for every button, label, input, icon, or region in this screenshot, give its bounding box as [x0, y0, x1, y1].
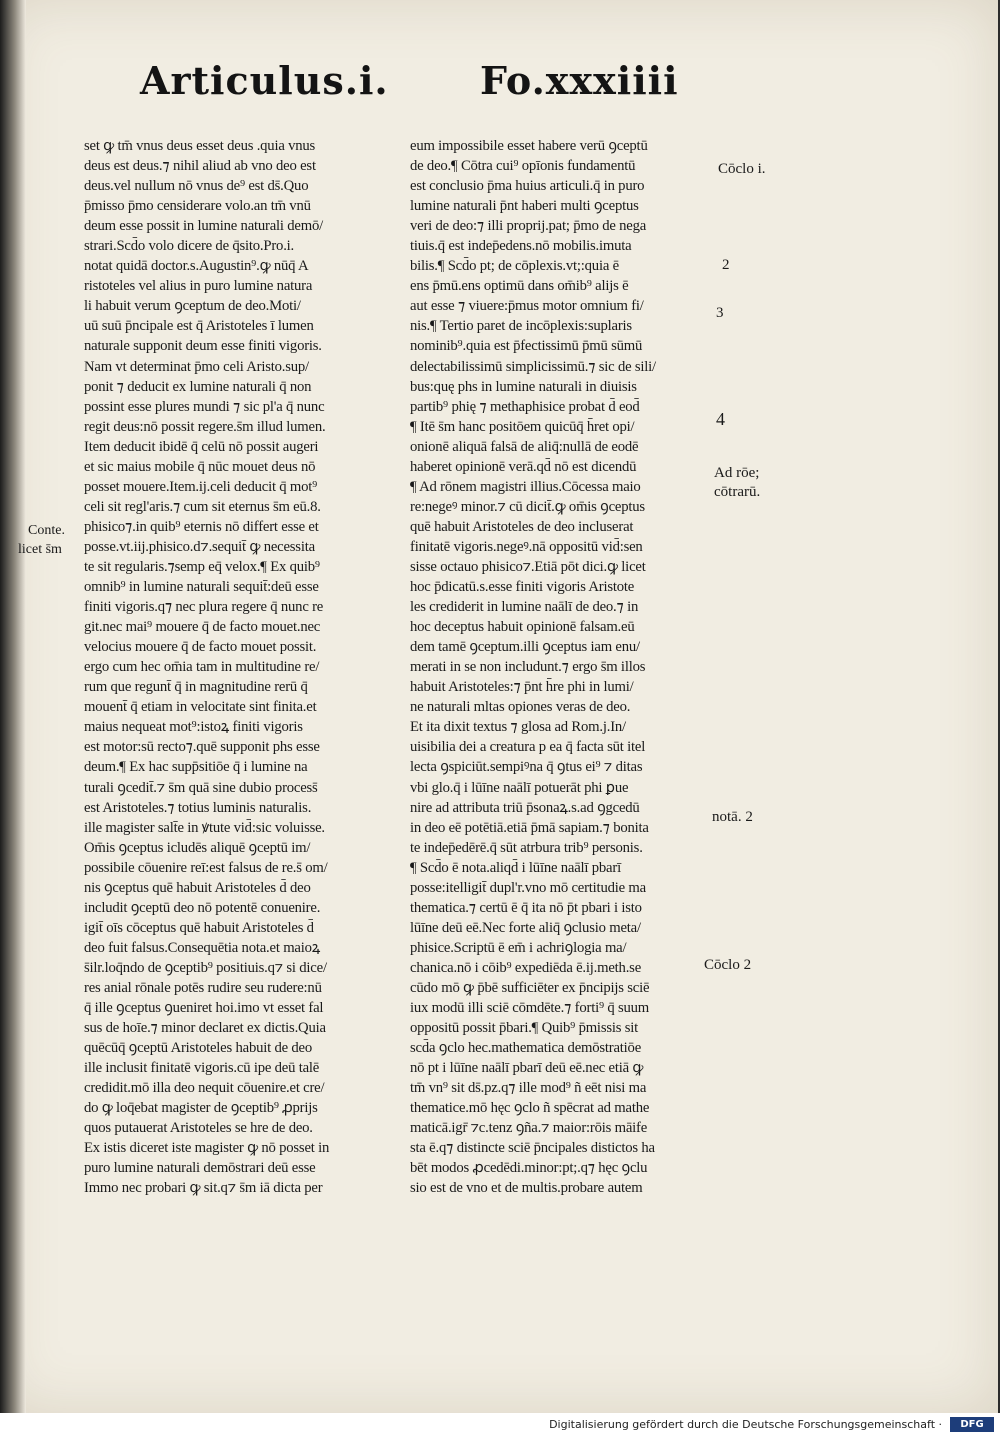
- text-line: notat quidā doctor.s.Augustin⁹.ꝙ nūq̄ A: [84, 258, 309, 275]
- text-line: celi sit regl'aris.⁊ cum sit eternus s̄m eū.8.: [84, 498, 321, 515]
- text-line: deus est deus.⁊ nihil aliud ab vno deo est: [84, 158, 316, 175]
- text-line: quē habuit Aristoteles de deo incluserat: [410, 518, 634, 535]
- text-line: posset mouere.Item.ij.celi deducit q̄ mot⁹: [84, 478, 318, 495]
- text-line: tm̄ vn⁹ sit ds̄.pz.q⁊ ille mod⁹ ñ eēt nisi ma: [410, 1080, 647, 1097]
- text-line: posse:itelligit̄ dupl'r.vno mō certitudie ma: [410, 879, 646, 896]
- text-line: sus de hoīe.⁊ minor declaret ex dictis.Quia: [84, 1020, 326, 1037]
- text-line: naturale supponit deum esse finiti vigoris.: [84, 338, 322, 355]
- text-line: omnib⁹ in lumine naturali sequit̄:deū esse: [84, 579, 319, 596]
- text-line: est conclusio p̄ma huius articuli.q̄ in puro: [410, 178, 645, 195]
- margin-note-conclusio-2: Cōclo 2: [704, 957, 752, 973]
- margin-note-number-2: 2: [722, 257, 730, 273]
- text-line: lumine naturali p̄nt haberi multi ꝯceptus: [410, 198, 639, 215]
- text-line: bus:quę phs in lumine naturali in diuisis: [410, 378, 637, 395]
- text-line: cūdo mō ꝙ p̄bē sufficiēter ex p̄ncipijs sciē: [410, 979, 650, 996]
- text-line: includit ꝯceptū deo nō potentē conuenire.: [84, 899, 321, 916]
- text-line: credidit.mō illa deo nequit cōuenire.et cre/: [84, 1080, 325, 1097]
- text-line: phisice.Scriptū ē em̄ i achriꝯlogia ma/: [410, 939, 627, 956]
- text-line: li habuit verum ꝯceptum de deo.Moti/: [84, 298, 301, 315]
- margin-note-conte: Conte.: [28, 523, 65, 538]
- text-line: do ꝙ loq̄ebat magister de ꝯceptib⁹ ꝓprijs: [84, 1100, 318, 1117]
- text-line: rum que regunt̄ q̄ in magnitudine rerū q̄: [84, 679, 308, 696]
- text-line: sta ē.q⁊ distincte sciē p̄ncipales distictos ha: [410, 1140, 655, 1157]
- text-line: ponit ⁊ deducit ex lumine naturali q̄ non: [84, 378, 312, 395]
- text-line: ¶ Scd̄o ē nota.aliqd̄ i lūīne naālī pbarī: [410, 859, 621, 876]
- text-line: chanica.nō i cōib⁹ expediēda ē.ij.meth.se: [410, 959, 642, 976]
- text-line: res anial rōnale potēs rudire seu rudere:nū: [84, 979, 322, 996]
- text-line: et sic maius mobile q̄ nūc mouet deus nō: [84, 458, 316, 475]
- text-line: set ꝙ tm̄ vnus deus esset deus .quia vnus: [84, 138, 316, 154]
- text-line: haberet opinionē verā.qd̄ nō est dicendū: [410, 458, 637, 475]
- margin-note-ad-rationem: Ad rōe;: [714, 465, 760, 481]
- text-line: Immo nec probari ꝙ sit.q⁊ s̄m iā dicta per: [84, 1180, 323, 1197]
- text-line: ergo cum hec om̄ia tam in multitudine re/: [84, 659, 320, 676]
- text-line: deum.¶ Ex hac supp̄sitiōe q̄ i lumine na: [84, 759, 308, 776]
- text-line: ¶ Itē s̄m hanc positōem quicūq̄ h̄ret opi/: [410, 418, 635, 435]
- running-header-left: Articulus.i.: [140, 58, 389, 103]
- text-line: git.nec mai⁹ mouere q̄ de facto mouet.nec: [84, 619, 321, 636]
- text-line: bilis.¶ Scd̄o pt; de cōplexis.vt;:quia ē: [410, 258, 619, 275]
- text-line: finitatē vigoris.negeꝰ.nā oppositū vid̄:sen: [410, 538, 643, 555]
- text-line: turali ꝯcedit̄.⁊ s̄m quā sine dubio process̄: [84, 779, 318, 796]
- text-line: lūīne deū eē.Nec forte aliq̄ ꝯclusio meta/: [410, 919, 641, 936]
- text-line: hoc p̄dicatū.s.esse finiti vigoris Aristote: [410, 579, 635, 596]
- text-line: deo fuit falsus.Consequētia nota.et maioꝝ: [84, 939, 321, 956]
- text-line: finiti vigoris.q⁊ nec plura regere q̄ nunc re: [84, 599, 324, 616]
- text-line: nominib⁹.quia est p̄fectissimū p̄mū sūmū: [410, 338, 643, 355]
- text-line: nis ꝯceptus quē habuit Aristoteles d̄ deo: [84, 879, 311, 896]
- text-line: thematica.⁊ certū ē q̄ ita nō p̄t pbari i isto: [410, 899, 642, 916]
- text-line: nire ad attributa triū p̄sonaꝝ.s.ad ꝯgcedū: [410, 799, 640, 816]
- text-line: dem tamē ꝯceptum.illi ꝯceptus iam enu/: [410, 639, 640, 656]
- text-line: aut esse ⁊ viuere:p̄mus motor omnium fi/: [410, 298, 644, 315]
- dfg-logo: DFG: [950, 1417, 994, 1432]
- text-line: sio est de vno et de multis.probare autem: [410, 1180, 643, 1197]
- margin-note-licet: licet s̄m: [18, 542, 62, 557]
- text-line: onionē aliquā falsā de aliq̄:nullā de eodē: [410, 438, 639, 455]
- margin-note-number-3: 3: [716, 305, 724, 321]
- text-line: de deo.¶ Cōtra cui⁹ opīonis fundamentū: [410, 158, 636, 175]
- text-line: puro lumine naturali demōstrari deū esse: [84, 1160, 316, 1177]
- text-line: merati in se non includunt.⁊ ergo s̄m illos: [410, 659, 646, 676]
- text-line: nis.¶ Tertio paret de incōplexis:suplaris: [410, 318, 632, 335]
- text-line: deus.vel nullum nō vnus de⁹ est ds̄.Quo: [84, 178, 309, 195]
- text-line: ristoteles vel alius in puro lumine natura: [84, 278, 313, 295]
- text-line: ens p̄mū.ens optimū dans om̄ib⁹ alijs ē: [410, 278, 629, 295]
- text-line: Item deducit ibidē q̄ celū nō possit augeri: [84, 438, 319, 455]
- text-line: velocius mouere q̄ de facto mouet possit.: [84, 639, 317, 656]
- text-line: delectabilissimū simplicissimū.⁊ sic de sili/: [410, 358, 656, 375]
- text-line: ¶ Ad rōnem magistri illius.Cōcessa maio: [410, 478, 641, 495]
- text-line: Et ita dixit textus ⁊ glosa ad Rom.j.In/: [410, 719, 626, 736]
- text-line: les crediderit in lumine naālī de deo.⁊ in: [410, 599, 639, 616]
- text-line: possibile cōuenire reī:est falsus de re.s̄ om/: [84, 859, 328, 876]
- text-line: mouent̄ q̄ etiam in velocitate sint finita.et: [84, 699, 317, 716]
- text-line: eum impossibile esset habere verū ꝯceptū: [410, 138, 648, 154]
- text-line: iux modū illi sciē cōmdēte.⁊ forti⁹ q̄ suum: [410, 1000, 649, 1017]
- text-line: re:negeꝰ minor.⁊ cū dicit̄.ꝙ om̄is ꝯceptus: [410, 498, 645, 515]
- text-line: thematice.mō hęc ꝯclo ñ spēcrat ad mathe: [410, 1100, 650, 1117]
- text-line: possint esse plures mundi ⁊ sic pl'a q̄ nunc: [84, 398, 325, 415]
- text-line: uū suū p̄ncipale est q̄ Aristoteles ī lumen: [84, 318, 314, 335]
- text-line: veri de deo:⁊ illi proprij.pat; p̄mo de nega: [410, 218, 647, 235]
- text-line: te sit regularis.⁊semp eq̄ velox.¶ Ex quib⁹: [84, 558, 320, 575]
- text-line: phisico⁊.in quib⁹ eternis nō differt esse et: [84, 518, 319, 535]
- text-line: maticā.igr̄ ⁊c.tenz ꝯña.⁊ maior:rōis māife: [410, 1120, 648, 1137]
- margin-note-contrarium: cōtrarū.: [714, 484, 761, 500]
- text-line: est Aristoteles.⁊ totius luminis naturalis.: [84, 799, 312, 816]
- text-line: lecta ꝯspiciūt.sempiꝰna q̄ ꝯtus ei⁹ ⁊ ditas: [410, 759, 643, 776]
- text-line: q̄ ille ꝯceptus ꝯueniret hoi.imo vt esset fal: [84, 1000, 324, 1017]
- text-line: strari.Scd̄o volo dicere de q̄sito.Pro.i.: [84, 238, 295, 255]
- text-line: Nam vt determinat p̄mo celi Aristo.sup/: [84, 358, 309, 375]
- text-line: Ex istis diceret iste magister ꝙ nō posset in: [84, 1140, 330, 1157]
- footer-credit: Digitalisierung gefördert durch die Deutsche Forschungsgemeinschaft ·: [549, 1418, 942, 1431]
- text-line: Om̄is ꝯceptus icludēs aliquē ꝯceptū im/: [84, 839, 311, 856]
- text-line: hoc deceptus habuit opinionē falsam.eū: [410, 619, 635, 636]
- text-line: vbi glo.q̄ i lūīne naālī potuerāt phi ꝑue: [410, 779, 629, 796]
- text-line: sisse octauo phisico⁊.Etiā pōt dici.ꝙ licet: [410, 558, 646, 575]
- text-line: bēt modos ꝓcedēdi.minor:pt;.q⁊ hęc ꝯclu: [410, 1160, 648, 1177]
- folio-number: Fo.xxxiiii: [480, 58, 679, 103]
- text-line: posse.vt.iij.phisico.d⁊.sequit̄ ꝙ necessita: [84, 538, 315, 555]
- text-line: deum esse possit in lumine naturali demō/: [84, 218, 323, 235]
- text-line: oppositū possit p̄bari.¶ Quib⁹ p̄missis sit: [410, 1020, 638, 1037]
- text-line: igit̄ oīs cōceptus quē habuit Aristoteles d̄: [84, 919, 314, 936]
- text-line: ille magister salt̄e in ꝟtute vid̄:sic voluisse.: [84, 819, 325, 836]
- text-line: ne naturali mltas opiones veras de deo.: [410, 699, 631, 716]
- margin-note-conclusio-1: Cōclo i.: [718, 161, 766, 177]
- text-column-right: [410, 136, 706, 1198]
- text-line: partib⁹ phię ⁊ methaphisice probat d̄ eod̄: [410, 398, 640, 415]
- digitization-footer: [0, 1413, 1000, 1437]
- text-line: tiuis.q̄ est indep̄edens.nō mobilis.imuta: [410, 238, 632, 255]
- margin-note-number-4: 4: [716, 409, 725, 429]
- text-line: quēcūq̄ ꝯceptū Aristoteles habuit de deo: [84, 1040, 313, 1057]
- text-line: in deo eē potētiā.etiā p̄mā sapiam.⁊ bonita: [410, 819, 649, 836]
- text-line: te indep̄edērē.q̄ sūt atrbura trib⁹ personis.: [410, 839, 643, 856]
- text-column-left: [84, 136, 388, 1198]
- text-line: maius nequeat mot⁹:istoꝝ finiti vigoris: [84, 719, 303, 736]
- text-line: ille inclusit finitatē vigoris.cū ipe deū talē: [84, 1060, 320, 1077]
- text-line: regit deus:nō possit regere.s̄m illud lumen.: [84, 418, 326, 435]
- text-line: est motor:sū recto⁊.quē supponit phs esse: [84, 739, 320, 756]
- text-line: p̄misso p̄mo censiderare volo.an tm̄ vnū: [84, 198, 311, 215]
- text-line: s̄ilr.loq̄ndo de ꝯceptib⁹ positiuis.q⁊ si dice/: [84, 959, 327, 976]
- text-line: nō pt i lūīne naālī pbarī deū eē.nec etiā ꝙ: [410, 1060, 644, 1077]
- page-binding-shadow: [0, 0, 26, 1413]
- text-line: scd̄a ꝯclo hec.mathematica demōstratiōe: [410, 1040, 642, 1057]
- text-line: quos putauerat Aristoteles se hre de deo.: [84, 1120, 313, 1137]
- text-line: uisibilia dei a creatura p ea q̄ facta sūt itel: [410, 739, 646, 756]
- text-line: habuit Aristoteles:⁊ p̄nt h̄re phi in lumi/: [410, 679, 634, 696]
- margin-note-nota-2: notā. 2: [712, 809, 753, 825]
